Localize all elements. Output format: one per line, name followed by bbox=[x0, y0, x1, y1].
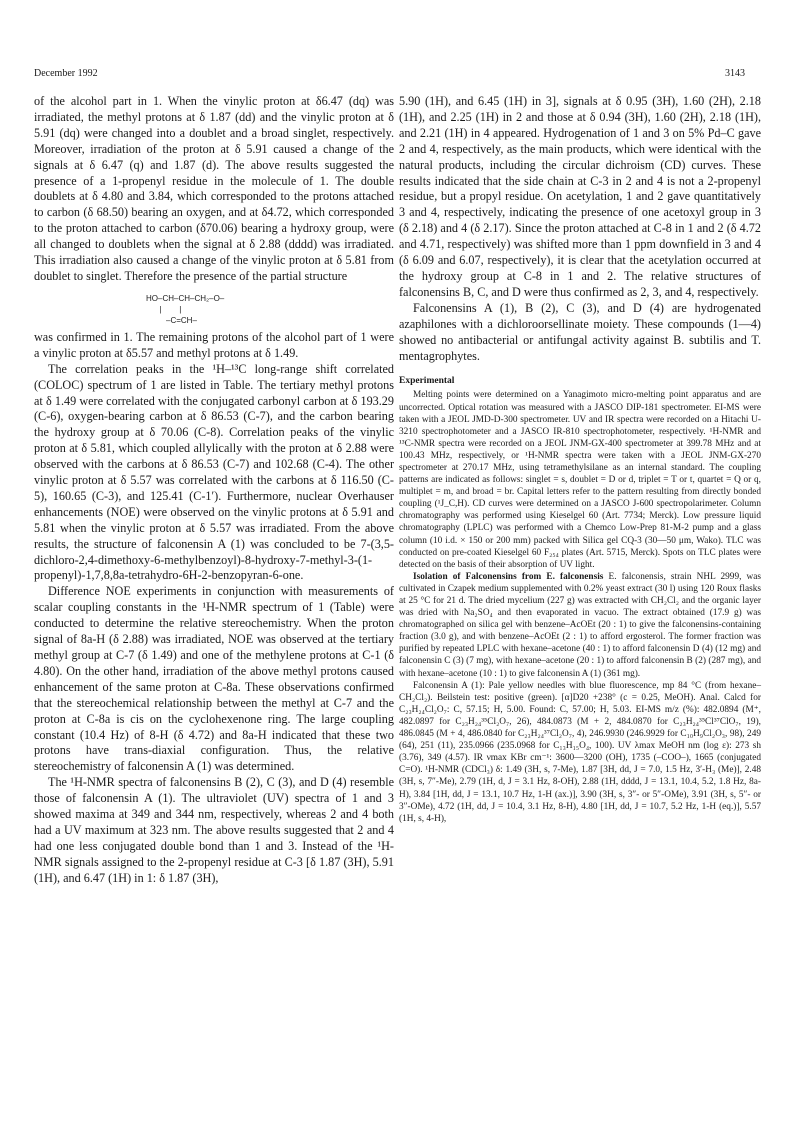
structure-line: –C=CH– bbox=[146, 315, 197, 325]
isolation-text: E. falconensis, strain NHL 2999, was cultivated in Czapek medium supplemented with 0.2% yeast extract (30 l) using 120 Roux flasks at 25 °C for 21 d. The dried mycelium (227 g) was extracted with CH₂Cl₂ and the organic layer was dried with Na₂SO₄ and then evaporated in vacuo. The extract obtained (17.9 g) was chromatographed on silica gel with benzene–AcOEt (20 : 1) to give the falconensins-containing fraction (3.0 g), and with benzene–AcOEt (2 : 1) to afford ergosterol. The former fraction was purified by repeated LPLC with hexane–acetone (40 : 1) to afford falconensin D (4) (12 mg) and falconensin C (3) (7 mg), with hexane–acetone (20 : 1) to afford falconensin B (2) (287 mg), and with hexane–acetone (10 : 1) to give falconensin A (1) (361 mg). bbox=[399, 571, 761, 679]
experimental-paragraph: Melting points were determined on a Yanagimoto micro-melting point apparatus and are uncorrected. Optical rotation was measured with a JASCO DIP-181 spectrometer. EI-MS were taken with a JEOL JMD-D-300 spectrometer. UV and IR spectra were recorded on a Hitachi U-3210 spectrophotometer and a JASCO IR-810 spectrophotometer, respectively. ¹H-NMR and ¹³C-NMR spectra were recorded on a JEOL JNM-GX-400 spectrometer at 399.78 MHz and at 100.43 MHz, respectively, or ¹H-NMR spectra were taken with a JEOL JNM-GX-270 spectrometer at 270.17 MHz, using tetramethylsilane as an internal standard. The coupling patterns are indicated as follows: singlet = s, doublet = D or d, triplet = T or t, quartet = Q or q, multiplet = m, and broad = br. Capital letters refer to the pattern resulting from directly bonded coupling (¹J_C,H). CD curves were determined on a JASCO J-600 spectropolarimeter. Column chromatography was performed using Kieselgel 60 (Art. 7734; Merck). Low pressure liquid chromatography (LPLC) was performed with a Chemco Low-Prep 81-M-2 pump and a glass column (10 i.d. × 150 or 200 mm) packed with Silica gel CQ-3 (30—50 μm, Wako). TLC was conducted on pre-coated Kieselgel 60 F₂₅₄ plates (Art. 5715, Merck). Spots on TLC plates were detected on the basis of their absorption of UV light. bbox=[399, 390, 761, 570]
body-paragraph: Difference NOE experiments in conjunction with measurements of scalar coupling constants in the ¹H-NMR spectrum of 1 (Table) were conducted to determine the relative stereochemistry. When the proton signal of 8a-H (δ 2.88) was irradiated, NOE was observed at the tertiary methyl group at C-7 (δ 1.49) and one of the methylene protons at C-1 (δ 4.80). On the other hand, irradiation of the above methyl protons caused enhancement of the same proton at C-8a. These observations confirmed that the stereochemical relationship between the methyl at C-7 and the proton at C-8a is cis on the cyclohexenone ring. The large coupling constant (10.4 Hz) of 8-H (δ 4.72) and 8a-H indicated that these two protons have trans-diaxial configuration. Thus, the relative stereochemistry of falconensin A (1) was determined. bbox=[34, 584, 394, 774]
body-paragraph: The correlation peaks in the ¹H–¹³C long-range shift correlated (COLOC) spectrum of 1 are listed in Table. The tertiary methyl protons at δ 1.49 were correlated with the conjugated carbonyl carbon at δ 193.29 (C-6), oxygen-bearing carbon at δ 86.53 (C-7), and the carbon bearing the hydroxy group at δ 70.06 (C-8). Correlation peaks of the vinylic proton at δ 5.81, which coupled allylically with the proton at δ 2.88 were observed with the carbons at δ 86.53 (C-7) and 102.68 (C-4). The other vinylic proton at δ 5.57 was correlated with the carbons at δ 116.50 (C-5), 160.65 (C-3), and 125.41 (C-1′). Furthermore, nuclear Overhauser enhancements (NOE) were observed on the vinylic protons at δ 5.91 and 5.81 when the vinylic proton at δ 5.57 was irradiated. From the above results, the structure of falconensin A (1) was concluded to be 7-(3,5-dichloro-2,4-dimethoxy-6-methylbenzoyl)-8-hydroxy-7-methyl-3-(1-propenyl)-1,7,8,8a-tetrahydro-6H-2-benzopyran-6-one. bbox=[34, 361, 394, 583]
isolation-paragraph bbox=[399, 571, 761, 680]
partial-structure bbox=[146, 293, 394, 326]
body-paragraph: Falconensins A (1), B (2), C (3), and D (4) are hydrogenated azaphilones with a dichloroorsellinate moiety. These compounds (1—4) showed no antibacterial or antifungal activity against B. subtilis and T. mentagrophytes. bbox=[399, 300, 761, 363]
structure-line: HO–CH–CH–CH₂–O– bbox=[146, 293, 225, 303]
body-paragraph: was confirmed in 1. The remaining protons of the alcohol part of 1 were a vinylic proton at δ5.57 and methyl protons at δ 1.49. bbox=[34, 329, 394, 360]
falconensin-a-data: Falconensin A (1): Pale yellow needles with blue fluorescence, mp 84 °C (from hexane–CH₂Cl₂). Beilstein test: positive (green). [α]D20 +238° (c = 0.25, MeOH). Anal. Calcd for C₂₃H₂₄Cl₂O₇: C, 57.15; H, 5.00. Found: C, 57.00; H, 5.03. EI-MS m/z (%): 482.0894 (M⁺, 482.0897 for C₂₃H₂₄³⁵Cl₂O₇, 26), 484.0873 (M + 2, 484.0870 for C₂₃H₂₄³⁵Cl³⁷ClO₇, 19), 486.0845 (M + 4, 486.0840 for C₂₃H₂₄³⁷Cl₂O₇, 4), 246.9930 (246.9929 for C₁₀H₉Cl₂O₃, 98), 249 (64), 251 (11), 235.0966 (235.0968 for C₁₃H₁₅O₄, 100). UV λmax MeOH nm (log ε): 273 sh (3.76), 349 (4.57). IR νmax KBr cm⁻¹: 3600—3200 (OH), 1735 (–COO–), 1665 (conjugated C=O). ¹H-NMR (CDCl₃) δ: 1.49 (3H, s, 7-Me), 1.87 [3H, dd, J = 7.0, 1.5 Hz, 3′-H₃ (Me)], 2.48 (3H, s, 7″-Me), 2.79 (1H, d, J = 3.1 Hz, 8-OH), 2.88 (1H, dddd, J = 13.1, 10.4, 5.2, 1.8 Hz, 8a-H), 3.84 [1H, dd, J = 13.1, 10.7 Hz, 1-H (ax.)], 3.90 (3H, s, 3″- or 5″-OMe), 3.91 (3H, s, 5″- or 3″-OMe), 4.72 (1H, dd, J = 10.4, 3.1 Hz, 8-H), 4.80 [1H, dd, J = 10.7, 5.2 Hz, 1-H (eq.)], 5.57 (1H, s, 4-H), bbox=[399, 680, 761, 824]
body-paragraph: 5.90 (1H), and 6.45 (1H) in 3], signals at δ 0.95 (3H), 1.60 (2H), 2.18 (1H), and 2.25 (1H) in 2 and those at δ 0.94 (3H), 1.60 (2H), 2.18 (1H), and 2.21 (1H) in 4 appeared. Hydrogenation of 1 and 3 on 5% Pd–C gave 2 and 4, respectively, as the main products, which were identical with the natural products, including the circular dichroism (CD) curves. These results indicated that the side chain at C-3 in 2 and 4 is not a 2-propenyl residue, but a propyl residue. On acetylation, 1 and 2 gave quantitatively 3 and 4, respectively, indicating the presence of one acetoxyl group in 3 (δ 2.18) and 4 (δ 2.17). Since the proton attached at C-8 in 1 and 2 (δ 4.72 and 4.71, respectively) was shifted more than 1 ppm downfield in 3 and 4 (δ 6.09 and 6.07, respectively), it is clear that the acetylation occurred at the hydroxy group at C-8 in 1 and 2. The relative structures of falconensins B, C, and D were thus confirmed as 2, 3, and 4, respectively. bbox=[399, 94, 761, 299]
right-column bbox=[399, 94, 761, 825]
section-heading-experimental: Experimental bbox=[399, 376, 455, 387]
running-header-date: December 1992 bbox=[34, 68, 98, 79]
body-paragraph: The ¹H-NMR spectra of falconensins B (2), C (3), and D (4) resemble those of falconensin A (1). The ultraviolet (UV) spectra of 1 and 3 showed maxima at 349 and 344 nm, respectively, whereas 2 and 4 both had a UV maximum at 323 nm. The above results suggested that 2 and 4 had one less conjugated double bond than 1 and 3. Instead of the ¹H-NMR signals assigned to the 2-propenyl residue at C-3 [δ 1.87 (3H), 5.91 (1H), and 6.47 (1H) in 1: δ 1.87 (3H), bbox=[34, 775, 394, 885]
isolation-heading: Isolation of Falconensins from E. falconensis bbox=[413, 571, 604, 582]
left-column bbox=[34, 94, 394, 887]
page-number: 3143 bbox=[725, 68, 745, 79]
structure-line: | | bbox=[146, 304, 182, 314]
body-paragraph: of the alcohol part in 1. When the vinylic proton at δ6.47 (dq) was irradiated, the methyl protons at δ 1.87 (dd) and the vinylic proton at δ 5.91 (dq) were changed into a doublet and a broad singlet, respectively. Moreover, irradiation of the proton at δ 5.91 caused a change of the signals at δ 6.47 (q) and 1.87 (d). The above results suggested the presence of a 1-propenyl residue in the molecule of 1. The double doublets at δ 4.80 and 3.84, which corresponded to the protons attached to carbon (δ 68.50) bearing an oxygen, and at δ4.72, which corresponded to the proton attached to carbon (δ70.06) bearing a hydroxy group, were all changed to doublets when the signal at δ 2.88 (dddd) was irradiated. This irradiation also caused a change of the vinylic proton at δ 5.81 from doublet to singlet. Therefore the presence of the partial structure bbox=[34, 94, 394, 283]
